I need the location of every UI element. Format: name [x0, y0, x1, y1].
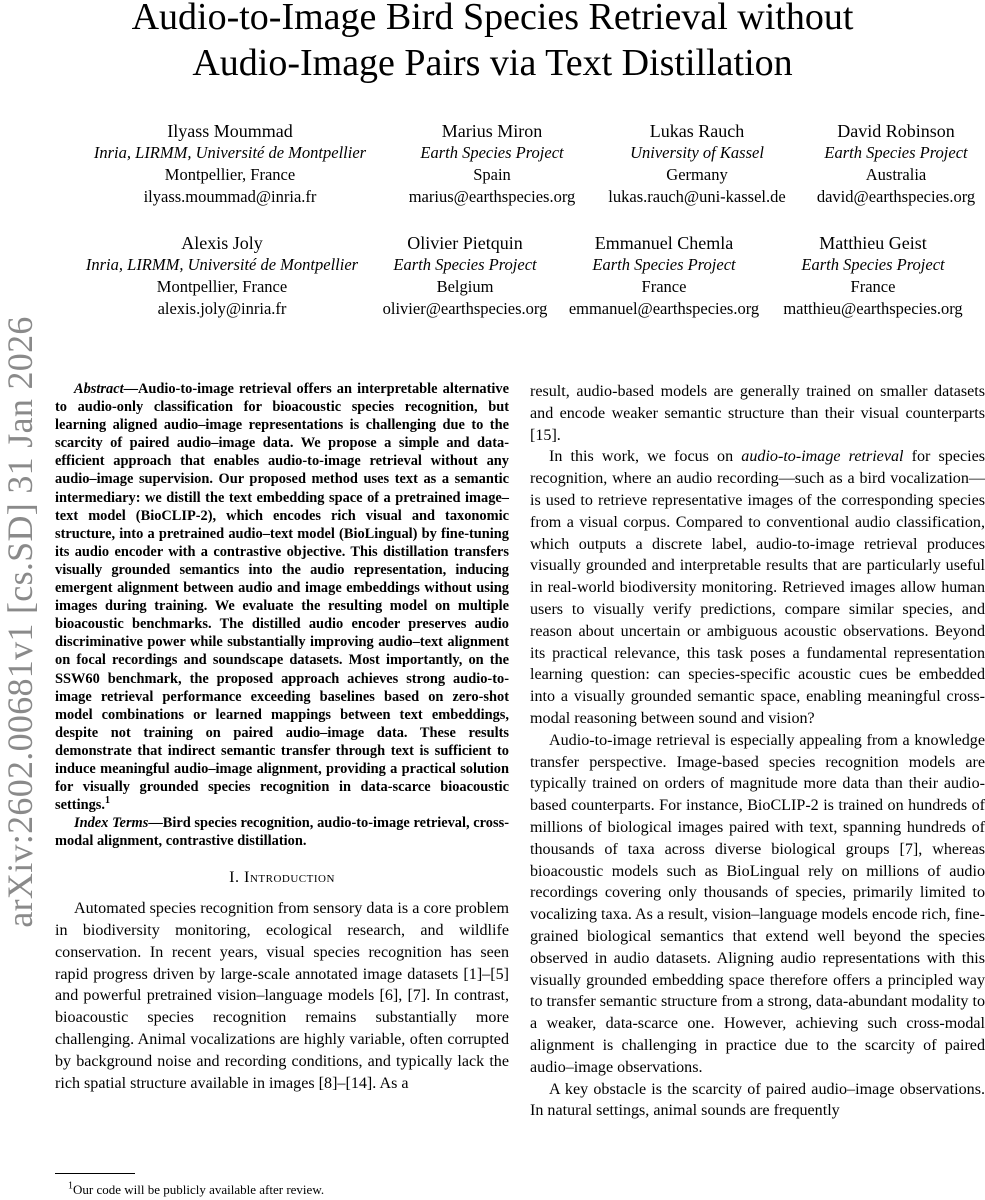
author-location: Australia: [865, 165, 927, 184]
author-location: Montpellier, France: [164, 165, 296, 184]
author-location: Spain: [473, 165, 511, 184]
author-card: [773, 232, 973, 320]
paragraph-text: for species recognition, where an audio recording—such as a bird vocalization—is used to retrieve representative images of the corresponding species from a visual corpus. Compared to conventional audio classification, which outputs a discrete label, audio-to-image retrieval produces visually grounded and interpretable results that are particularly useful in real-world biodiversity monitoring. Retrieved images allow human users to visually verify predictions, compare similar species, and reason about uncertain or ambiguous acoustic observations. Beyond its practical relevance, this task poses a fundamental representation learning question: can species-specific acoustic cues be embedded into a visually grounded semantic space, enabling meaningful cross-modal reasoning between sound and vision?: [530, 448, 985, 727]
intro-paragraph-1: Automated species recognition from sensory data is a core problem in biodiversity monitoring, ecological research, and wildlife conservation. In recent years, visual species recognition has seen rapid progress driven by large-scale annotated image datasets [1]–[5] and powerful pretrained vision–language models [6], [7]. In contrast, bioacoustic species recognition remains substantially more challenging. Animal vocalizations are highly variable, often corrupted by background noise and recording conditions, and typically lack the rich spatial structure available in images [8]–[14]. As a: [55, 900, 509, 1092]
intro-paragraph-4: A key obstacle is the scarcity of paired audio–image observations. In natural settings, animal sounds are frequently: [530, 1080, 985, 1120]
author-card: [797, 120, 985, 208]
author-email: marius@earthspecies.org: [408, 187, 576, 206]
author-name: Ilyass Moummad: [167, 121, 293, 141]
author-card: [52, 232, 392, 320]
author-email: alexis.joly@inria.fr: [157, 299, 287, 318]
author-affiliation: Earth Species Project: [824, 143, 968, 162]
author-email: lukas.rauch@uni-kassel.de: [608, 187, 786, 206]
author-location: France: [641, 277, 687, 296]
intro-paragraph-2: [530, 446, 985, 729]
author-email: david@earthspecies.org: [816, 187, 976, 206]
index-terms: [55, 814, 509, 850]
paper-title-line-2: Audio-Image Pairs via Text Distillation: [192, 42, 793, 84]
author-affiliation: Inria, LIRMM, Université de Montpellier: [93, 143, 367, 162]
author-name: Olivier Pietquin: [407, 233, 523, 253]
intro-paragraph-3: Audio-to-image retrieval is especially appealing from a knowledge transfer perspective. Image-based species recognition models are typically trained on orders of magnitude more data than their audio-based counterparts. For instance, BioCLIP-2 is trained on hundreds of millions of biological images paired with text, spanning hundreds of thousands of taxa across diverse biological groups [7], whereas bioacoustic models such as BioLingual rely on millions of audio recordings covering only thousands of species, primarily limited to vocalizing taxa. As a result, vision–language models encode rich, fine-grained biological semantics that extend well beyond the species observed in audio datasets. Aligning audio representations with this visually grounded embedding space therefore offers a principled way to transfer semantic structure from a strong, data-abundant modality to a weaker, data-scarce one. However, achieving such cross-modal alignment is challenging in practice due to the scarcity of paired audio–image observations.: [530, 731, 985, 1076]
author-card: [597, 120, 797, 208]
author-affiliation: Earth Species Project: [801, 255, 945, 274]
author-location: Montpellier, France: [156, 277, 288, 296]
left-column: [55, 380, 509, 1094]
intro-paragraph-continued: result, audio-based models are generally trained on smaller datasets and encode weaker semantic structure than their visual counterparts [15].: [530, 383, 985, 444]
footnote-rule: [55, 1173, 135, 1174]
author-name: Lukas Rauch: [649, 121, 745, 141]
author-card: [60, 120, 400, 208]
author-name: Emmanuel Chemla: [594, 233, 734, 253]
abstract-lead: Abstract: [74, 381, 124, 397]
author-email: emmanuel@earthspecies.org: [568, 299, 760, 318]
paper-title: [0, 0, 985, 86]
author-affiliation: Inria, LIRMM, Université de Montpellier: [85, 255, 359, 274]
abstract-text: —Audio-to-image retrieval offers an interpretable alternative to audio-only classification for bioacoustic species recognition, but learning aligned audio–image representations is challenging due to the scarcity of paired audio–image data. We propose a simple and data-efficient approach that enables audio-to-image retrieval without any audio–image supervision. Our proposed method uses text as a semantic intermediary: we distill the text embedding space of a pretrained image–text model (BioCLIP-2), which encodes rich visual and taxonomic structure, into a pretrained audio–text model (BioLingual) by fine-tuning its audio encoder with a contrastive objective. This distillation transfers visually grounded semantics into the audio representation, inducing emergent alignment between audio and image embeddings without using images during training. We evaluate the resulting model on multiple bioacoustic benchmarks. The distilled audio encoder preserves audio discriminative power while substantially improving audio–text alignment on focal recordings and soundscape datasets. Most importantly, on the SSW60 benchmark, the proposed approach achieves strong audio-to-image retrieval performance exceeding baselines based on zero-shot model combinations or learned mappings between text embeddings, despite not training on paired audio–image data. These results demonstrate that indirect semantic transfer through text is sufficient to induce meaningful audio–image alignment, providing a practical solution for visually grounded species recognition in data-scarce bioacoustic settings.: [55, 381, 509, 814]
author-location: Belgium: [436, 277, 494, 296]
emphasized-term: audio-to-image retrieval: [741, 448, 904, 466]
author-affiliation: Earth Species Project: [420, 143, 564, 162]
index-terms-lead: Index Terms: [74, 815, 149, 832]
footnote-mark: 1: [104, 795, 110, 807]
author-name: Marius Miron: [441, 121, 543, 141]
author-card: [564, 232, 764, 320]
author-email: ilyass.moummad@inria.fr: [143, 187, 317, 206]
author-location: Germany: [666, 165, 728, 184]
author-card: [365, 232, 565, 320]
footnote-text: Our code will be publicly available after review.: [73, 1182, 325, 1197]
author-email: matthieu@earthspecies.org: [783, 299, 963, 318]
author-block-row-2: [0, 232, 985, 322]
paper-title-line-1: Audio-to-Image Bird Species Retrieval without: [131, 0, 854, 38]
author-affiliation: University of Kassel: [630, 143, 764, 162]
footnote-number: 1: [68, 1180, 73, 1192]
author-name: Alexis Joly: [181, 233, 263, 253]
abstract: [55, 380, 509, 814]
author-card: [392, 120, 592, 208]
index-terms-text: —Bird species recognition, audio-to-image retrieval, cross-modal alignment, contrastive distillation.: [55, 815, 509, 850]
author-affiliation: Earth Species Project: [592, 255, 736, 274]
paragraph-text: In this work, we focus on: [549, 448, 742, 466]
author-email: olivier@earthspecies.org: [382, 299, 548, 318]
right-column: [530, 381, 985, 1122]
section-heading: I. Introduction: [229, 868, 335, 887]
arxiv-identifier: arXiv:2602.00681v1 [cs.SD] 31 Jan 2026: [0, 316, 40, 928]
author-name: Matthieu Geist: [819, 233, 927, 253]
author-affiliation: Earth Species Project: [393, 255, 537, 274]
author-location: France: [850, 277, 896, 296]
footnote: [68, 1182, 324, 1198]
author-block-row-1: [0, 120, 985, 210]
author-name: David Robinson: [837, 121, 955, 141]
